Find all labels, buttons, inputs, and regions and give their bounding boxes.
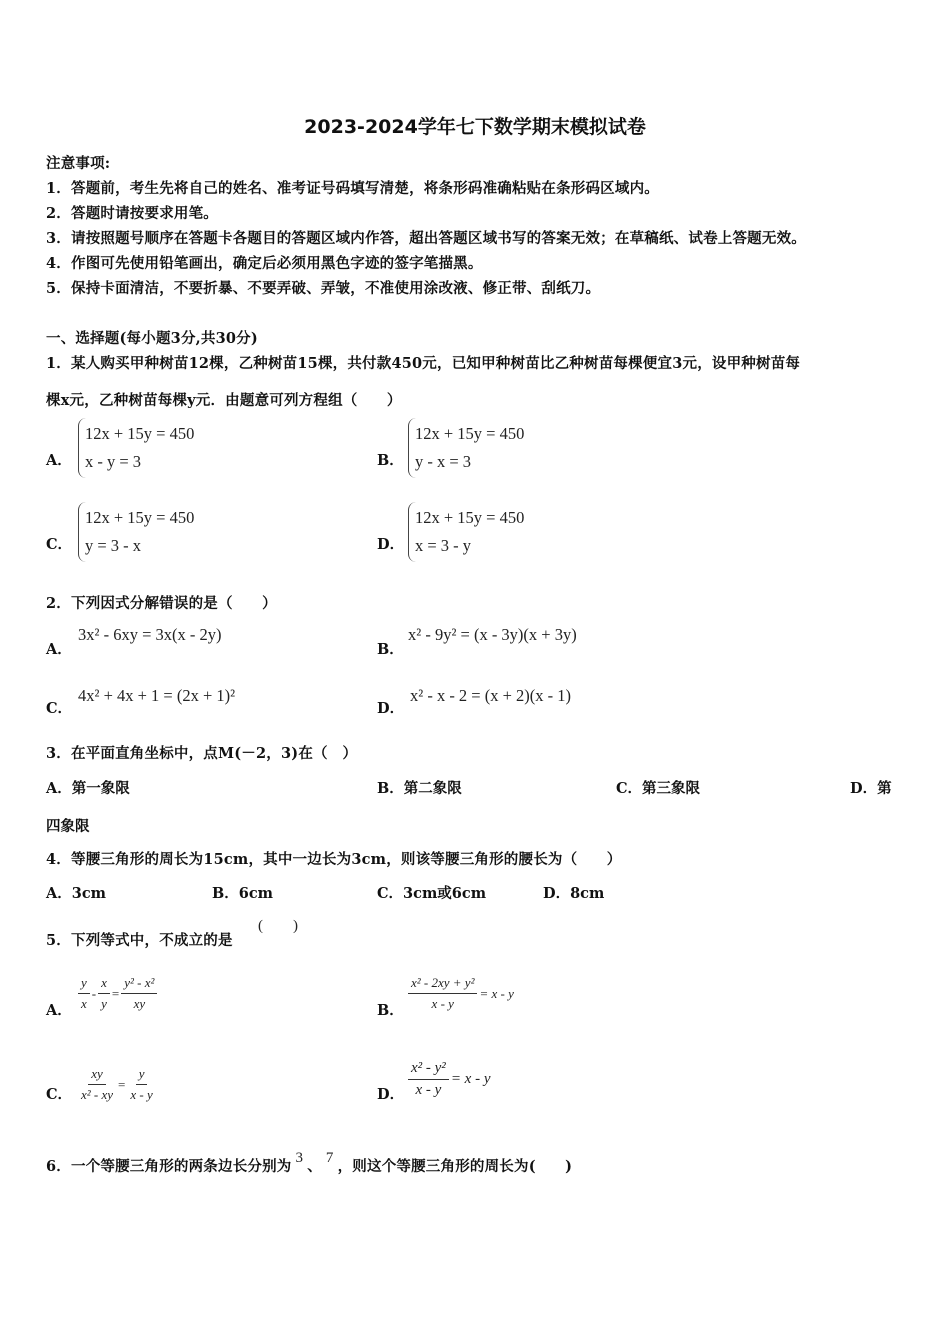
notice-heading: 注意事项: xyxy=(46,155,111,172)
option-label-c: C． xyxy=(46,536,73,553)
fraction-equation-c: $\frac{xy}{\text{x² - xy}}$ = $\frac{y}{x - y}$ xyxy=(78,1066,156,1103)
fraction-equation-d: $\frac{\text{x² - y²}}{x - y}$ = x - y xyxy=(408,1060,493,1099)
equation: 12x + 15y = 450 xyxy=(85,508,195,527)
option-label-b: B． xyxy=(377,641,404,658)
side-length-a: 3 xyxy=(295,1150,304,1166)
equation-system-a xyxy=(78,418,194,478)
equation: y = 3 - x xyxy=(85,536,142,555)
equation: x - y = 3 xyxy=(85,452,142,471)
question-4-stem: 4．等腰三角形的周长为15cm，其中一边长为3cm，则该等腰三角形的腰长为（ ） xyxy=(46,851,622,868)
option-label-d: D． xyxy=(377,536,405,553)
equation-system-c xyxy=(78,502,194,562)
section-heading: 一、选择题(每小题3分,共30分) xyxy=(46,330,258,347)
option-a: A．第一象限 xyxy=(46,780,130,797)
fraction: $\frac{\text{x² - y²}}{x - y}$ xyxy=(408,1060,449,1099)
option-label-b: B． xyxy=(377,1002,404,1019)
notice-item: 1．答题前，考生先将自己的姓名、准考证号码填写清楚，将条形码准确粘贴在条形码区域内。 xyxy=(46,180,659,197)
option-label-c: C． xyxy=(46,700,73,717)
option-label-a: A． xyxy=(46,1002,72,1019)
notice-item: 5．保持卡面清洁，不要折暴、不要弄破、弄皱，不准使用涂改液、修正带、刮纸刀。 xyxy=(46,280,601,297)
option-label-d: D． xyxy=(377,700,405,717)
question-1-stem-cont: 棵x元，乙种树苗每棵y元．由题意可列方程组（ ） xyxy=(46,392,402,409)
question-2-stem: 2．下列因式分解错误的是（ ） xyxy=(46,595,277,612)
option-b: B．第二象限 xyxy=(377,780,462,797)
question-3-stem: 3．在平面直角坐标中，点M(－2，3)在（ ） xyxy=(46,745,358,762)
equation: x = 3 - y xyxy=(415,536,472,555)
fraction: $\frac{\text{y² - x²}}{xy}$ xyxy=(121,975,157,1012)
option-label-a: A． xyxy=(46,641,72,658)
fraction: $\frac{\text{x² - 2xy + y²}}{x - y}$ xyxy=(408,975,477,1012)
option-d-cont: 四象限 xyxy=(46,818,90,835)
option-c: C．3cm或6cm xyxy=(377,885,487,902)
option-d: D．第 xyxy=(850,780,892,797)
fraction: $\frac{xy}{\text{x² - xy}}$ xyxy=(81,1066,114,1102)
option-label-d: D． xyxy=(377,1086,405,1103)
question-5-stem: 5．下列等式中，不成立的是 xyxy=(46,932,233,949)
answer-paren: ( ) xyxy=(258,918,298,934)
page-title: 2023-2024学年七下数学期末模拟试卷 xyxy=(304,116,646,138)
option-formula-a: 3x² - 6xy = 3x(x - 2y) xyxy=(78,625,222,644)
equation: y - x = 3 xyxy=(415,452,472,471)
fraction: $\frac{x}{y}$ xyxy=(98,975,110,1012)
equation-system-b xyxy=(408,418,524,478)
option-formula-b: x² - 9y² = (x - 3y)(x + 3y) xyxy=(408,625,577,644)
fraction: $\frac{y}{x}$ xyxy=(78,975,90,1012)
option-a: A．3cm xyxy=(46,885,107,902)
option-label-b: B． xyxy=(377,452,404,469)
option-b: B．6cm xyxy=(212,885,274,902)
fraction-equation-b: $\frac{\text{x² - 2xy + y²}}{x - y}$ = x - y xyxy=(408,975,516,1012)
option-label-a: A． xyxy=(46,452,72,469)
side-length-b: 7 xyxy=(325,1150,334,1166)
equation: 12x + 15y = 450 xyxy=(415,424,525,443)
fraction: $\frac{y}{x - y}$ xyxy=(130,1066,153,1102)
notice-item: 2．答题时请按要求用笔。 xyxy=(46,205,218,222)
question-6-stem: 6．一个等腰三角形的两条边长分别为 3 、 7 ，则这个等腰三角形的周长为( ) xyxy=(46,1150,573,1175)
notice-item: 3．请按照题号顺序在答题卡各题目的答题区域内作答，超出答题区域书写的答案无效；在草稿纸、试卷上答题无效。 xyxy=(46,230,806,247)
equation: 12x + 15y = 450 xyxy=(415,508,525,527)
option-formula-c: 4x² + 4x + 1 = (2x + 1)² xyxy=(78,686,236,705)
equation-system-d xyxy=(408,502,524,562)
option-c: C．第三象限 xyxy=(616,780,701,797)
option-d: D．8cm xyxy=(543,885,605,902)
question-1-stem: 1．某人购买甲种树苗12棵，乙种树苗15棵，共付款450元，已知甲种树苗比乙种树苗每棵便宜3元，设甲种树苗每 xyxy=(46,355,801,372)
equation: 12x + 15y = 450 xyxy=(85,424,195,443)
option-label-c: C． xyxy=(46,1086,73,1103)
notice-item: 4．作图可先使用铅笔画出，确定后必须用黑色字迹的签字笔描黑。 xyxy=(46,255,483,272)
option-formula-d: x² - x - 2 = (x + 2)(x - 1) xyxy=(410,686,572,705)
fraction-equation-a: $\frac{y}{x}$ - $\frac{x}{y}$ = $\frac{\text{y² - x²}}{xy}$ xyxy=(78,975,157,1012)
